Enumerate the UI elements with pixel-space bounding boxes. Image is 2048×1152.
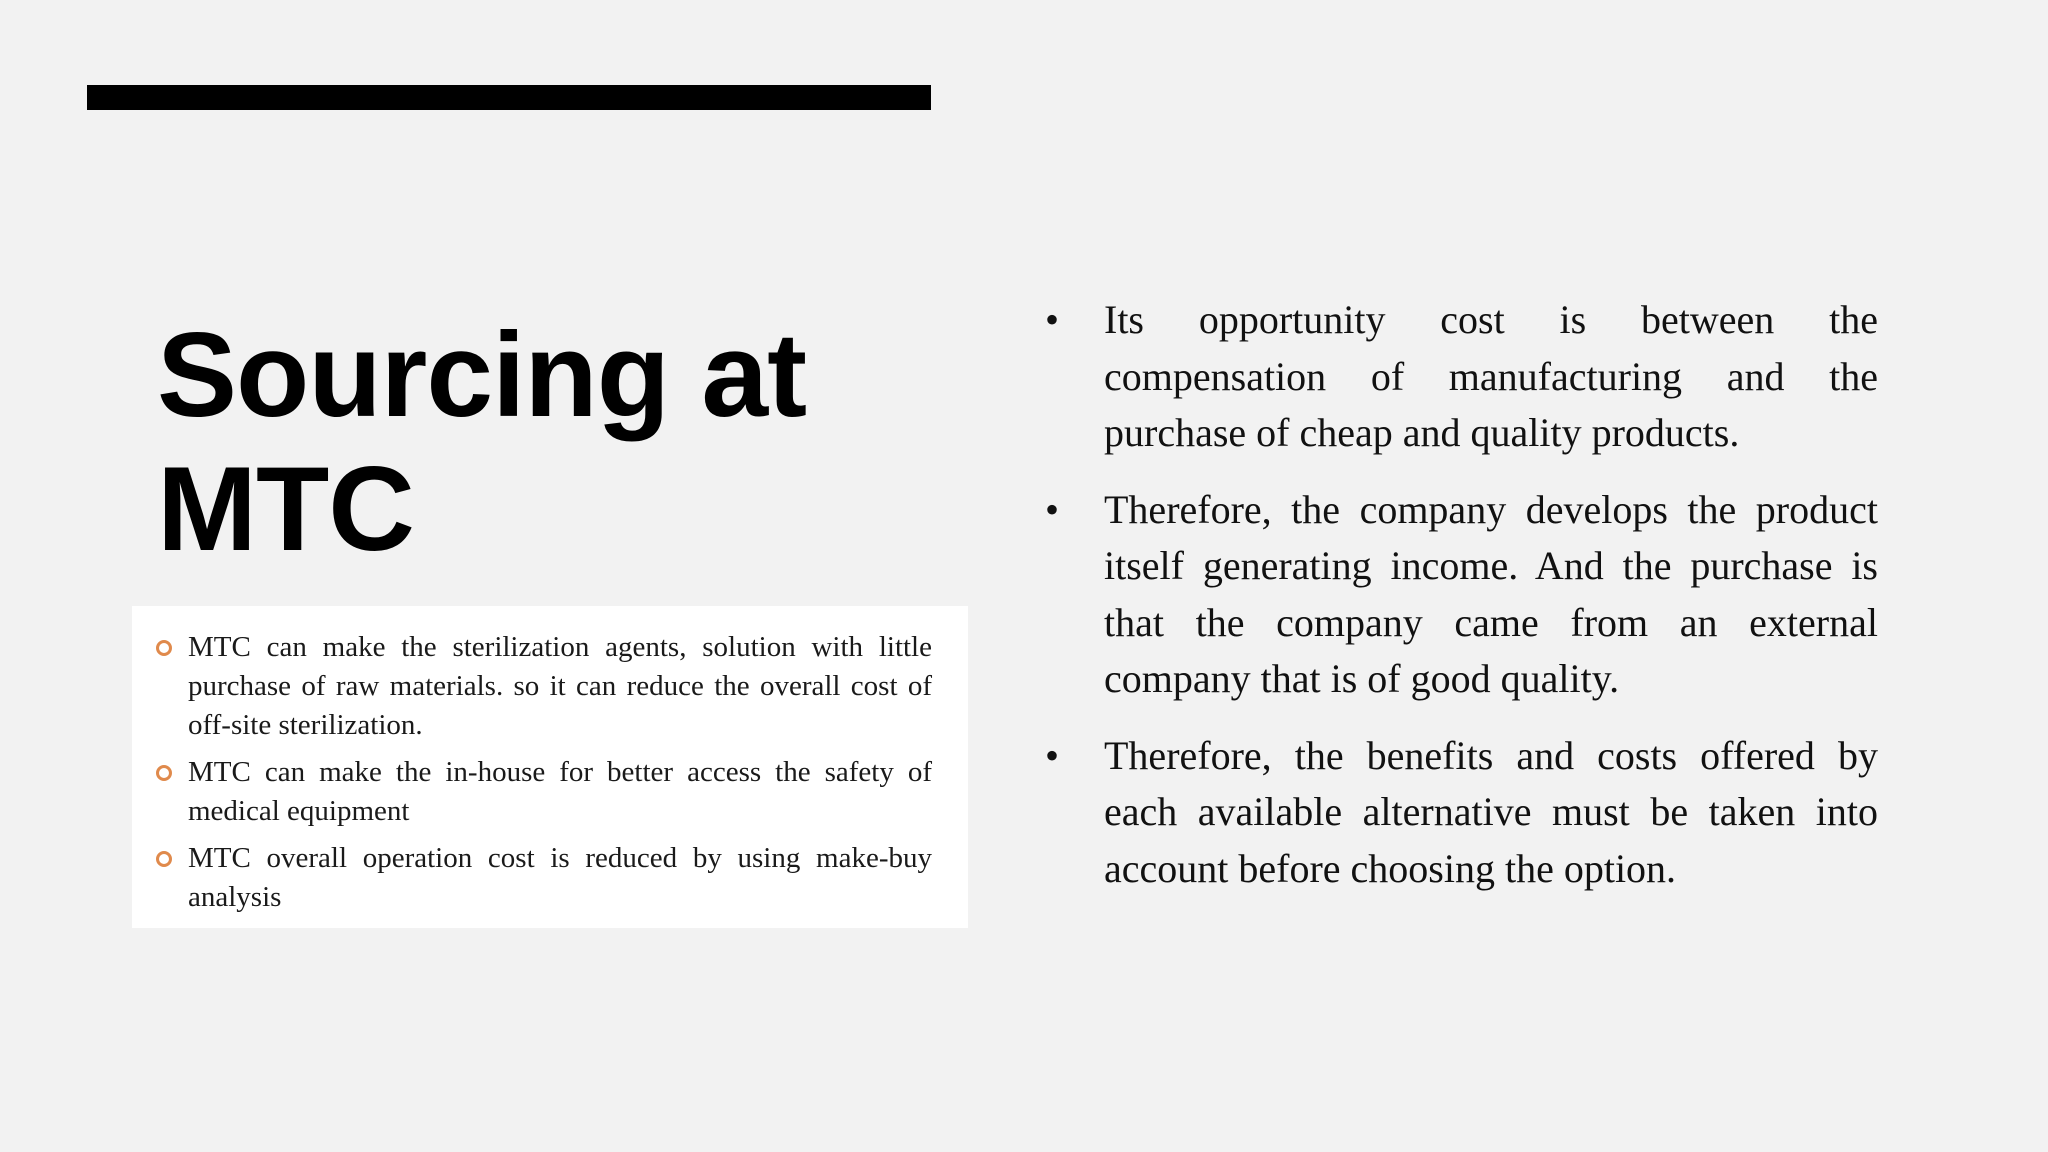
bullet-item — [1040, 482, 1878, 708]
image-list-item-text: MTC can make the in-house for better access the safety of medical equipment — [188, 756, 932, 827]
circle-bullet-icon — [156, 851, 172, 867]
slide-title: Sourcing at MTC — [157, 308, 807, 576]
bullet-list — [1040, 292, 1878, 917]
image-bullet-list — [156, 628, 932, 917]
image-list-item — [156, 628, 932, 745]
bullet-dot-icon: • — [1044, 732, 1059, 778]
image-list-item-text: MTC overall operation cost is reduced by using make-buy analysis — [188, 842, 932, 913]
image-list-item — [156, 753, 932, 831]
embedded-image-bullets — [132, 606, 968, 928]
bullet-item — [1040, 292, 1878, 462]
circle-bullet-icon — [156, 640, 172, 656]
bullet-item-text: Therefore, the benefits and costs offered by each available alternative must be taken into account before choosing the option. — [1104, 732, 1878, 891]
image-list-item — [156, 839, 932, 917]
image-list-item-text: MTC can make the sterilization agents, solution with little purchase of raw materials. so it can reduce the overall cost of off-site sterilization. — [188, 631, 932, 741]
bullet-dot-icon: • — [1044, 297, 1059, 342]
circle-bullet-icon — [156, 765, 172, 781]
bullet-item-text: Its opportunity cost is between the compensation of manufacturing and the purchase of cheap and quality products. — [1104, 297, 1878, 455]
bullet-item-text: Therefore, the company develops the product itself generating income. And the purchase is that the company came from an external company that is of good quality. — [1104, 486, 1878, 701]
bullet-dot-icon: • — [1044, 486, 1059, 532]
accent-bar — [87, 85, 931, 110]
bullet-item — [1040, 728, 1878, 898]
